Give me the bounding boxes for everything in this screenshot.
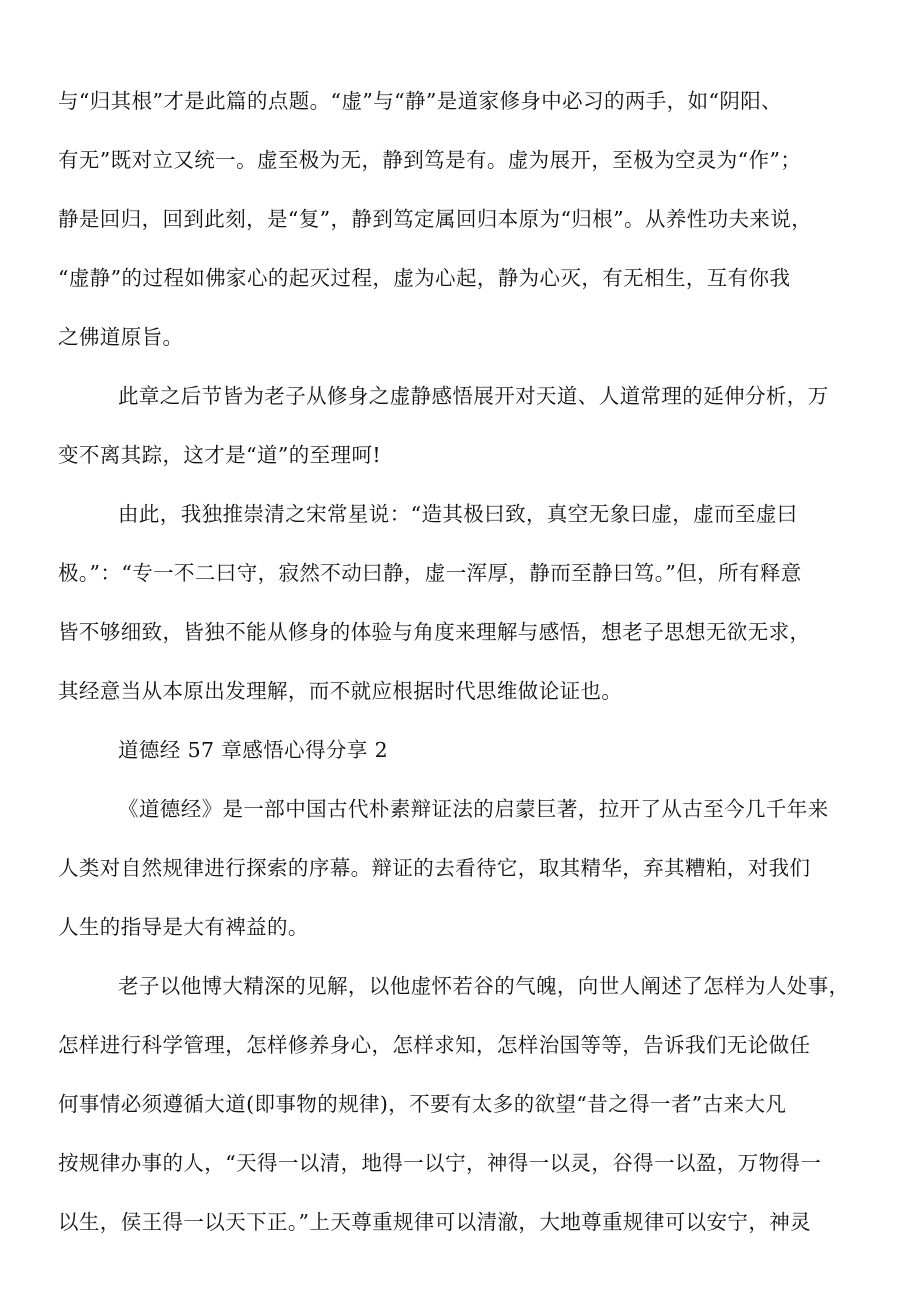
section-heading: 道德经 57 章感悟心得分享 2 (118, 738, 389, 762)
paragraph-first-line: 《道德经》是一部中国古代朴素辩证法的启蒙巨著，拉开了从古至今几千年来 (118, 797, 829, 821)
paragraph-first-line: 由此，我独推崇清之宋常星说：“造其极曰致，真空无象曰虚，虚而至虚曰 (118, 502, 798, 526)
text-line: 极。”：“专一不二曰守，寂然不动曰静，虚一浑厚，静而至静曰笃。”但，所有释意 (58, 561, 802, 585)
text-line: 按规律办事的人，“天得一以清，地得一以宁，神得一以灵，谷得一以盈，万物得一 (58, 1151, 822, 1175)
paragraph-first-line: 老子以他博大精深的见解，以他虚怀若谷的气魄，向世人阐述了怎样为人处事， (118, 974, 850, 998)
text-line: 人类对自然规律进行探索的序幕。辩证的去看待它，取其精华，弃其糟粕，对我们 (58, 856, 811, 880)
text-line: “虚静”的过程如佛家心的起灭过程，虚为心起，静为心灭，有无相生，互有你我 (58, 266, 791, 290)
text-line: 之佛道原旨。 (58, 325, 184, 349)
text-line: 以生，侯王得一以天下正。”上天尊重规律可以清澈，大地尊重规律可以安宁，神灵 (58, 1210, 812, 1234)
text-line: 静是回归，回到此刻，是“复”，静到笃定属回归本原为“归根”。从养性功夫来说， (58, 207, 813, 231)
text-line: 何事情必须遵循大道(即事物的规律)，不要有太多的欲望“昔之得一者”古来大凡 (58, 1092, 787, 1116)
text-line: 有无”既对立又统一。虚至极为无，静到笃是有。虚为展开，至极为空灵为“作”； (58, 148, 802, 172)
text-line: 皆不够细致，皆独不能从修身的体验与角度来理解与感悟，想老子思想无欲无求， (58, 620, 811, 644)
paragraph-first-line: 此章之后节皆为老子从修身之虚静感悟展开对天道、人道常理的延伸分析，万 (118, 384, 829, 408)
text-line: 变不离其踪，这才是“道”的至理呵! (58, 443, 381, 467)
text-line: 与“归其根”才是此篇的点题。“虚”与“静”是道家修身中必习的两手，如“阴阳、 (58, 89, 783, 113)
text-line: 其经意当从本原出发理解，而不就应根据时代思维做论证也。 (58, 679, 623, 703)
text-line: 怎样进行科学管理，怎样修养身心，怎样求知，怎样治国等等，告诉我们无论做任 (58, 1033, 811, 1057)
text-line: 人生的指导是大有裨益的。 (58, 915, 309, 939)
